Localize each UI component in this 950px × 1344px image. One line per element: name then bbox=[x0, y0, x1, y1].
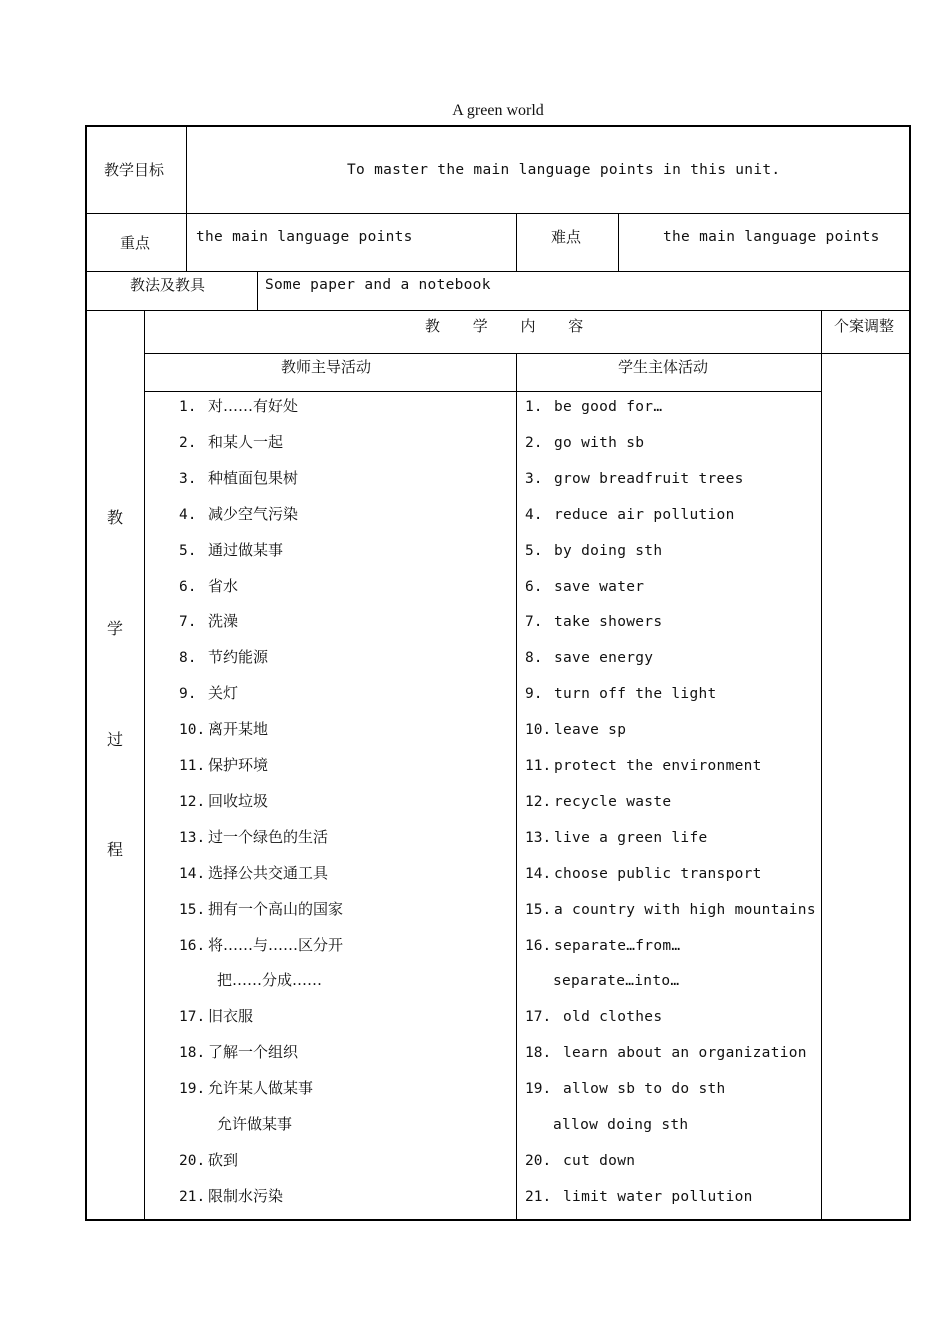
student-row-number: 1. bbox=[525, 399, 543, 415]
rule-difficulty-divider bbox=[618, 213, 619, 271]
teacher-row-number: 15. bbox=[179, 901, 206, 918]
teacher-row bbox=[179, 682, 238, 718]
student-row-text: choose public transport bbox=[554, 865, 762, 882]
student-row-number: 10. bbox=[525, 722, 552, 739]
rule-keypoint-divider bbox=[516, 213, 517, 271]
student-row-text: allow doing sth bbox=[553, 1117, 689, 1133]
student-row bbox=[525, 646, 653, 682]
student-row-text: go with sb bbox=[554, 434, 645, 451]
teacher-row-number: 2. bbox=[179, 434, 197, 451]
teacher-row-text: 对……有好处 bbox=[208, 397, 299, 415]
student-row-text: be good for… bbox=[554, 399, 663, 415]
teacher-row bbox=[179, 1149, 238, 1185]
teacher-row-text: 过一个绿色的生活 bbox=[208, 827, 329, 846]
student-row-number: 14. bbox=[525, 865, 552, 882]
student-row-text: limit water pollution bbox=[554, 1188, 753, 1205]
student-row-text: cut down bbox=[554, 1152, 636, 1169]
student-row-number: 3. bbox=[525, 470, 543, 487]
student-row bbox=[553, 1113, 688, 1149]
teacher-row bbox=[179, 1041, 298, 1077]
student-row bbox=[525, 718, 626, 754]
teacher-row bbox=[179, 826, 328, 862]
teacher-row-number: 21. bbox=[179, 1188, 206, 1205]
teacher-row bbox=[179, 467, 298, 503]
teacher-row-text: 离开某地 bbox=[208, 720, 269, 739]
student-row-text: separate…from… bbox=[554, 937, 681, 954]
student-row-number: 2. bbox=[525, 434, 543, 451]
teacher-row-text: 拥有一个高山的国家 bbox=[208, 899, 344, 918]
student-row-number: 17. bbox=[525, 1009, 552, 1026]
rule-methods-divider bbox=[257, 271, 258, 310]
student-row-text: reduce air pollution bbox=[554, 506, 735, 523]
teacher-row-number: 8. bbox=[179, 650, 197, 667]
student-row-text: save energy bbox=[554, 650, 654, 667]
teacher-row-text: 和某人一起 bbox=[208, 432, 284, 451]
student-row bbox=[525, 934, 680, 970]
teacher-row-text: 节约能源 bbox=[208, 648, 269, 667]
teacher-row-number: 19. bbox=[179, 1081, 206, 1098]
teacher-row-text: 允许做某事 bbox=[217, 1115, 293, 1133]
student-row-text: separate…into… bbox=[553, 973, 680, 990]
student-row-text: by doing sth bbox=[554, 542, 663, 559]
rule-row1-bottom bbox=[86, 213, 910, 214]
rule-process-divider bbox=[144, 310, 145, 1220]
process-label-char: 过 bbox=[107, 730, 124, 749]
teacher-row bbox=[179, 395, 298, 431]
teacher-row-number: 11. bbox=[179, 758, 206, 774]
student-row bbox=[525, 790, 671, 826]
student-row-text: protect the environment bbox=[554, 758, 762, 774]
student-row bbox=[525, 1041, 807, 1077]
teacher-row-number: 10. bbox=[179, 722, 206, 739]
student-row-number: 8. bbox=[525, 650, 543, 667]
teacher-row-text: 将……与……区分开 bbox=[208, 935, 344, 954]
student-row-number: 7. bbox=[525, 614, 543, 631]
teacher-row-text: 允许某人做某事 bbox=[208, 1079, 314, 1098]
teacher-row bbox=[179, 646, 268, 682]
teacher-row-number: 6. bbox=[179, 578, 197, 595]
student-row-text: live a green life bbox=[554, 829, 708, 846]
teacher-row bbox=[217, 1113, 292, 1149]
student-row-text: grow breadfruit trees bbox=[554, 470, 744, 487]
teacher-row-number: 16. bbox=[179, 937, 206, 954]
student-row-number: 4. bbox=[525, 506, 543, 523]
student-row-number: 16. bbox=[525, 937, 552, 954]
teacher-row bbox=[179, 1005, 253, 1041]
student-row-text: save water bbox=[554, 578, 645, 595]
teacher-row-text: 种植面包果树 bbox=[208, 468, 299, 487]
teacher-row bbox=[179, 539, 283, 575]
objective-text: To master the main language points in this unit. bbox=[347, 162, 781, 178]
process-label-char: 教 bbox=[107, 508, 124, 527]
student-row-text: recycle waste bbox=[554, 793, 672, 810]
student-row-text: turn off the light bbox=[554, 686, 717, 703]
teacher-row-number: 3. bbox=[179, 470, 197, 487]
teacher-row-number: 12. bbox=[179, 793, 206, 810]
student-row-text: take showers bbox=[554, 614, 663, 631]
teacher-row-number: 18. bbox=[179, 1045, 206, 1062]
teacher-row-text: 通过做某事 bbox=[208, 540, 284, 559]
student-row bbox=[525, 467, 744, 503]
teacher-row-text: 省水 bbox=[208, 576, 239, 595]
student-row bbox=[553, 969, 679, 1005]
teacher-row-number: 17. bbox=[179, 1009, 206, 1026]
teacher-row-text: 了解一个组织 bbox=[208, 1043, 299, 1062]
methods-label: 教法及教具 bbox=[130, 276, 206, 294]
student-row-text: allow sb to do sth bbox=[554, 1081, 726, 1098]
teacher-row-text: 旧衣服 bbox=[208, 1007, 254, 1026]
key-point-label: 重点 bbox=[120, 234, 151, 252]
teacher-row-number: 1. bbox=[179, 399, 197, 415]
student-row bbox=[525, 395, 662, 431]
student-row bbox=[525, 1185, 753, 1221]
student-row-text: a country with high mountains bbox=[554, 901, 816, 918]
teacher-row bbox=[179, 1077, 313, 1113]
student-row bbox=[525, 862, 762, 898]
teacher-row bbox=[179, 431, 283, 467]
student-row bbox=[525, 1005, 662, 1041]
teacher-row-text: 减少空气污染 bbox=[208, 504, 299, 523]
student-row-number: 5. bbox=[525, 542, 543, 559]
teacher-row-number: 20. bbox=[179, 1152, 206, 1169]
student-row-number: 13. bbox=[525, 829, 552, 846]
teacher-row-number: 13. bbox=[179, 829, 206, 846]
teacher-row-text: 限制水污染 bbox=[208, 1186, 284, 1205]
methods-text: Some paper and a notebook bbox=[265, 277, 491, 293]
teacher-row bbox=[179, 575, 238, 611]
student-row bbox=[525, 898, 816, 934]
student-activity-header: 学生主体活动 bbox=[618, 358, 709, 376]
student-row-number: 20. bbox=[525, 1152, 552, 1169]
student-row bbox=[525, 431, 644, 467]
teacher-row-text: 选择公共交通工具 bbox=[208, 863, 329, 882]
teacher-row-number: 7. bbox=[179, 614, 197, 631]
rule-activity-header-bottom bbox=[145, 391, 821, 392]
student-row-number: 21. bbox=[525, 1188, 552, 1205]
rule-row2-bottom bbox=[86, 271, 910, 272]
teacher-row-number: 4. bbox=[179, 506, 197, 523]
student-row bbox=[525, 826, 708, 862]
teacher-row-number: 9. bbox=[179, 686, 197, 703]
student-row-number: 6. bbox=[525, 578, 543, 595]
student-row bbox=[525, 539, 662, 575]
student-row bbox=[525, 610, 662, 646]
teacher-row bbox=[179, 610, 238, 646]
student-row-text: leave sp bbox=[554, 722, 627, 739]
objective-label: 教学目标 bbox=[104, 161, 165, 179]
teacher-row-text: 回收垃圾 bbox=[208, 791, 269, 810]
process-label-char: 学 bbox=[107, 619, 124, 638]
teacher-row bbox=[179, 754, 268, 790]
teacher-row bbox=[179, 790, 268, 826]
adjust-header: 个案调整 bbox=[834, 317, 895, 335]
rule-adjust-divider bbox=[821, 310, 822, 1220]
teacher-row bbox=[179, 862, 328, 898]
teacher-row-text: 保护环境 bbox=[208, 756, 269, 774]
student-row-number: 18. bbox=[525, 1045, 552, 1062]
student-row-number: 19. bbox=[525, 1081, 552, 1098]
student-row bbox=[525, 575, 644, 611]
student-row-number: 15. bbox=[525, 901, 552, 918]
teacher-activity-header: 教师主导活动 bbox=[281, 358, 372, 376]
student-row-number: 11. bbox=[525, 758, 552, 774]
teacher-row bbox=[179, 1185, 283, 1221]
teacher-row bbox=[217, 969, 322, 1005]
teacher-row bbox=[179, 934, 343, 970]
student-row-number: 9. bbox=[525, 686, 543, 703]
teacher-row bbox=[179, 503, 298, 539]
teacher-row-text: 洗澡 bbox=[208, 612, 239, 631]
teacher-row-text: 关灯 bbox=[208, 684, 239, 703]
teacher-row-number: 14. bbox=[179, 865, 206, 882]
process-label-char: 程 bbox=[107, 840, 124, 859]
student-row-text: learn about an organization bbox=[554, 1045, 807, 1062]
difficulty-text: the main language points bbox=[663, 229, 880, 245]
student-row bbox=[525, 503, 735, 539]
teacher-row-number: 5. bbox=[179, 542, 197, 559]
student-row bbox=[525, 754, 762, 790]
rule-content-header-bottom bbox=[145, 353, 910, 354]
content-header: 教 学 内 容 bbox=[425, 317, 598, 335]
difficulty-label: 难点 bbox=[551, 228, 582, 246]
student-row bbox=[525, 682, 717, 718]
rule-activity-divider bbox=[516, 353, 517, 1220]
teacher-row-text: 砍到 bbox=[208, 1150, 239, 1169]
teacher-row bbox=[179, 718, 268, 754]
student-row bbox=[525, 1077, 726, 1113]
student-row bbox=[525, 1149, 635, 1185]
teacher-row bbox=[179, 898, 343, 934]
key-point-text: the main language points bbox=[196, 229, 413, 245]
student-row-text: old clothes bbox=[554, 1009, 663, 1026]
document-title: A green world bbox=[452, 102, 544, 119]
teacher-row-text: 把……分成…… bbox=[217, 971, 323, 990]
student-row-number: 12. bbox=[525, 793, 552, 810]
rule-row3-bottom bbox=[86, 310, 910, 311]
rule-objective-divider bbox=[186, 126, 187, 271]
